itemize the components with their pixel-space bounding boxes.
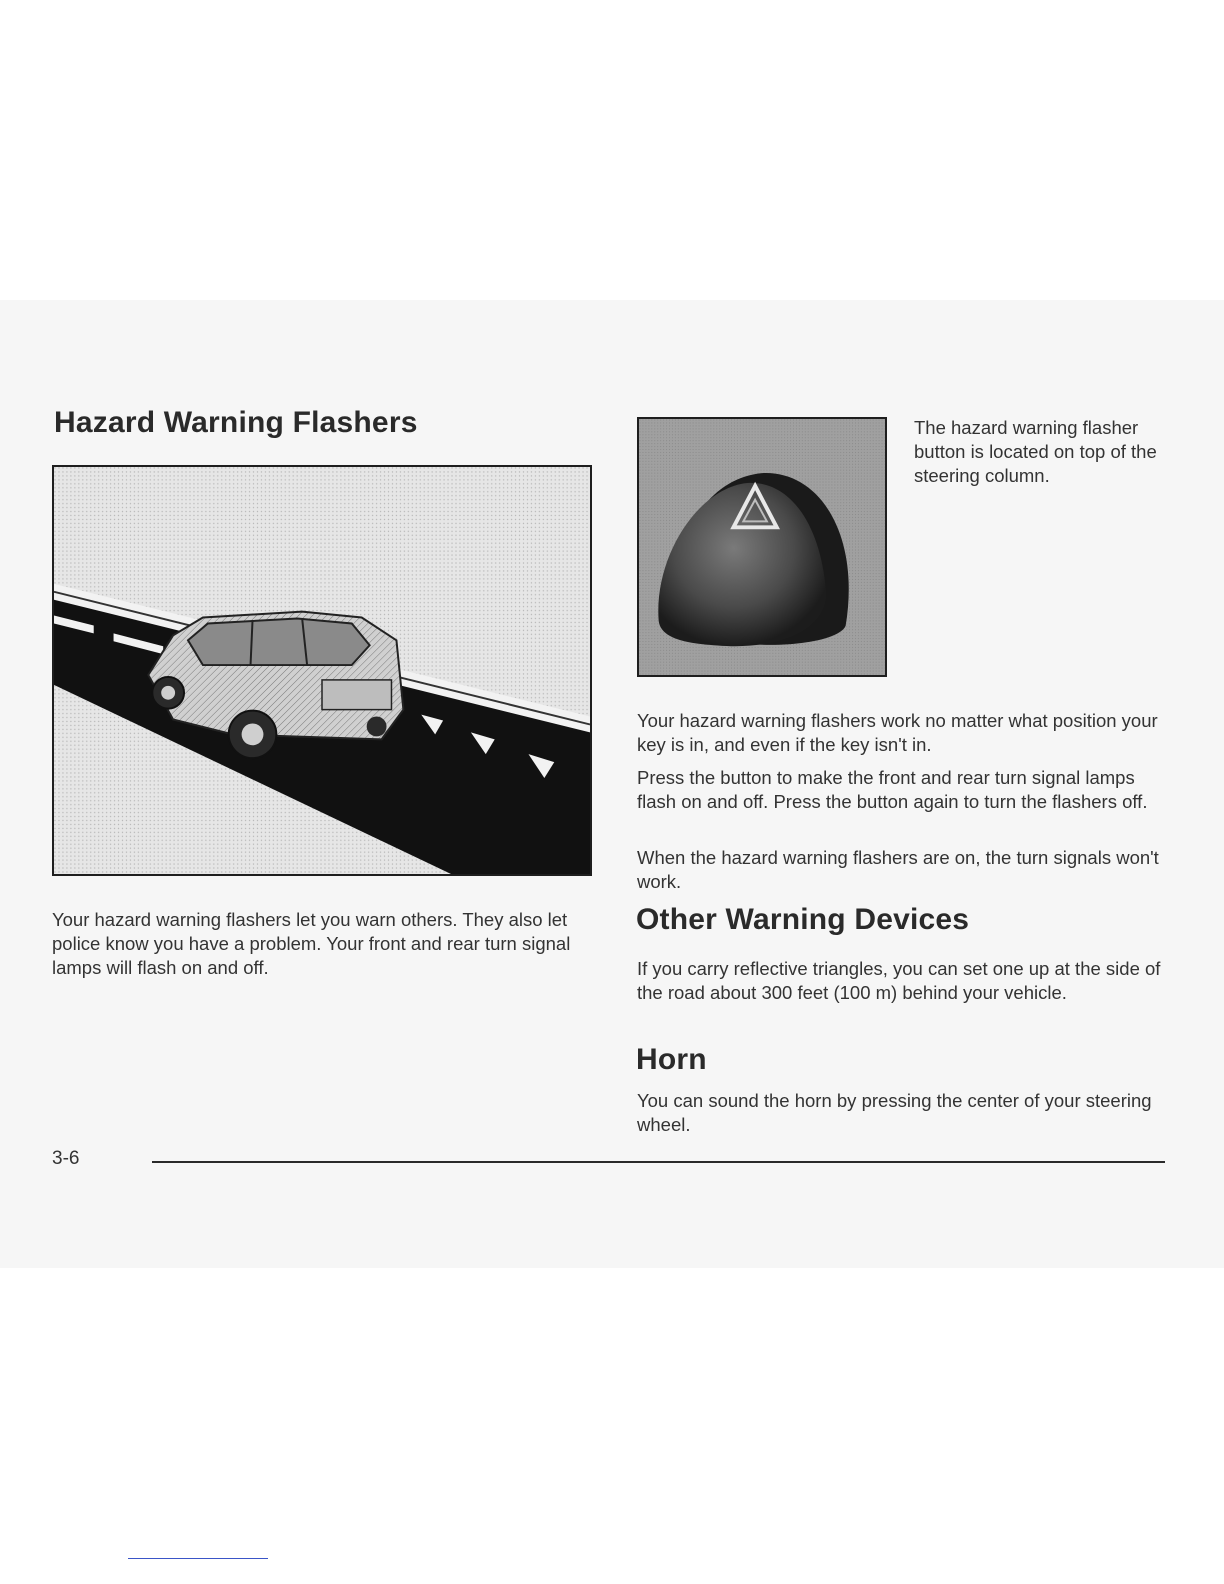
turn-signals-paragraph: When the hazard warning flashers are on, the turn signals won't work.: [637, 847, 1159, 892]
horn-paragraph: You can sound the horn by pressing the center of your steering wheel.: [637, 1090, 1152, 1135]
hazard-button-svg: [639, 419, 885, 675]
button-location-caption: The hazard warning flasher button is located on top of the steering column.: [914, 417, 1157, 486]
heading-horn: Horn: [636, 1043, 707, 1076]
car-on-road-illustration: [52, 465, 592, 876]
hazard-button-photo: [637, 417, 887, 677]
heading-other-warning-devices: Other Warning Devices: [636, 903, 970, 936]
bottom-link-underline[interactable]: [128, 1558, 268, 1559]
heading-hazard-warning-flashers: Hazard Warning Flashers: [54, 406, 418, 439]
footer-rule: [152, 1161, 1165, 1163]
reflective-triangles-paragraph: If you carry reflective triangles, you can set one up at the side of the road about 300 feet (100 m) behind your vehicle.: [637, 958, 1161, 1003]
car-illustration-svg: [54, 467, 590, 874]
page-number: 3-6: [52, 1148, 80, 1169]
press-button-paragraph: Press the button to make the front and rear turn signal lamps flash on and off. Press the button again to turn the flashers off.: [637, 767, 1148, 812]
flashers-work-paragraph: Your hazard warning flashers work no matter what position your key is in, and even if the key isn't in.: [637, 710, 1158, 755]
hazard-intro-paragraph: Your hazard warning flashers let you warn others. They also let police know you have a problem. Your front and rear turn signal lamps will flash on and off.: [52, 909, 571, 978]
